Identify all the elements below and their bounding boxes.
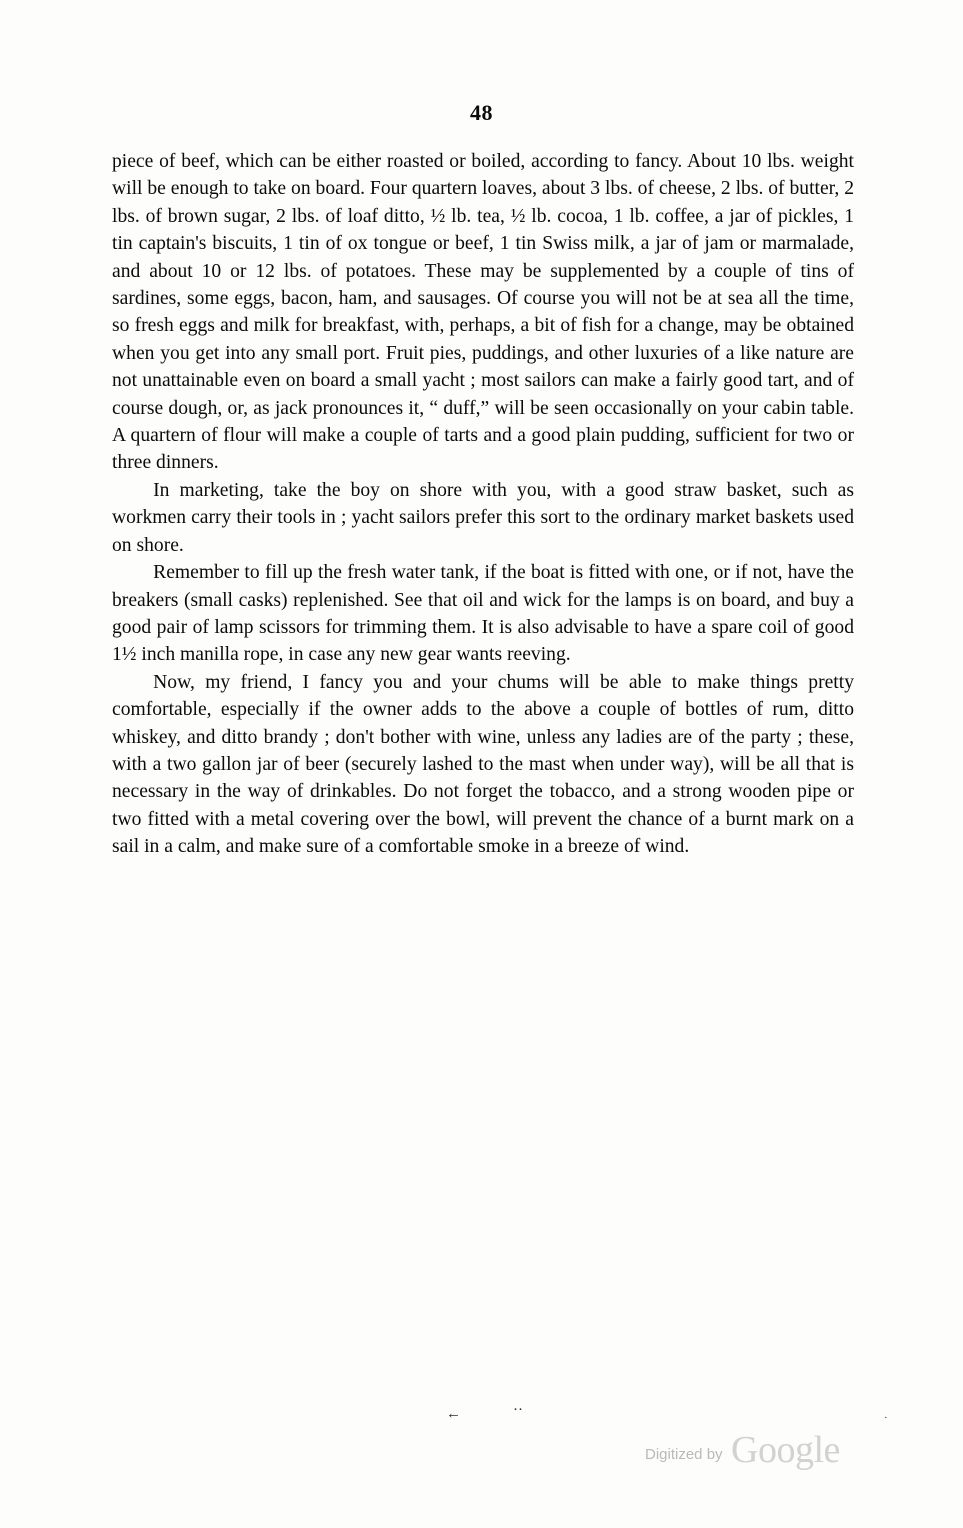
watermark-label: Digitized by	[645, 1446, 723, 1463]
footer-scan-marks	[0, 1400, 963, 1430]
paragraph: piece of beef, which can be either roasted or boiled, according to fancy. About 10 lbs. weight will be enough to take on board. Four quartern loaves, about 3 lbs. of cheese, 2 lbs. of butter, 2 lbs. of brown sugar, 2 lbs. of loaf ditto, ½ lb. tea, ½ lb. cocoa, 1 lb. coffee, a jar of pickles, 1 tin captain's biscuits, 1 tin of ox tongue or beef, 1 tin Swiss milk, a jar of jam or marmalade, and about 10 or 12 lbs. of potatoes. These may be supplemented by a couple of tins of sardines, some eggs, bacon, ham, and sausages. Of course you will not be at sea all the time, so fresh eggs and milk for breakfast, with, perhaps, a bit of fish for a change, may be obtained when you get into any small port. Fruit pies, puddings, and other luxuries of a like nature are not unattainable even on board a small yacht ; most sailors can make a fairly good tart, and of course dough, or, as jack pronounces it, “ duff,” will be seen occasionally on your cabin table. A quartern of flour will make a couple of tarts and a good plain pudding, sufficient for two or three dinners.	[112, 151, 854, 474]
scan-artifact-right: ·	[884, 1412, 888, 1424]
scan-artifact-left: ←	[446, 1406, 461, 1422]
digitization-watermark	[645, 1428, 945, 1474]
page-number: 48	[470, 100, 493, 125]
paragraph: In marketing, take the boy on shore with you, with a good straw basket, such as workmen carry their tools in ; yacht sailors prefer this sort to the ordinary market baskets used on shore.	[112, 479, 854, 556]
page-body-text	[112, 148, 854, 861]
watermark-brand: Google	[731, 1429, 840, 1471]
scan-artifact-center: ··	[513, 1402, 523, 1418]
paragraph: Remember to fill up the fresh water tank, if the boat is fitted with one, or if not, have the breakers (small casks) replenished. See that oil and wick for the lamps is on board, and buy a good pair of lamp scissors for trimming them. It is also advisable to have a spare coil of good 1½ inch manilla rope, in case any new gear wants reeving.	[112, 562, 854, 666]
paragraph: Now, my friend, I fancy you and your chums will be able to make things pretty comfortable, especially if the owner adds to the above a couple of bottles of rum, ditto whiskey, and ditto brandy ; don't bother with wine, unless any ladies are of the party ; these, with a two gallon jar of beer (securely lashed to the mast when under way), will be all that is necessary in the way of drinkables. Do not forget the tobacco, and a strong wooden pipe or two fitted with a metal covering over the bowl, will prevent the chance of a burnt mark on a sail in a calm, and make sure of a comfortable smoke in a breeze of wind.	[112, 671, 854, 858]
